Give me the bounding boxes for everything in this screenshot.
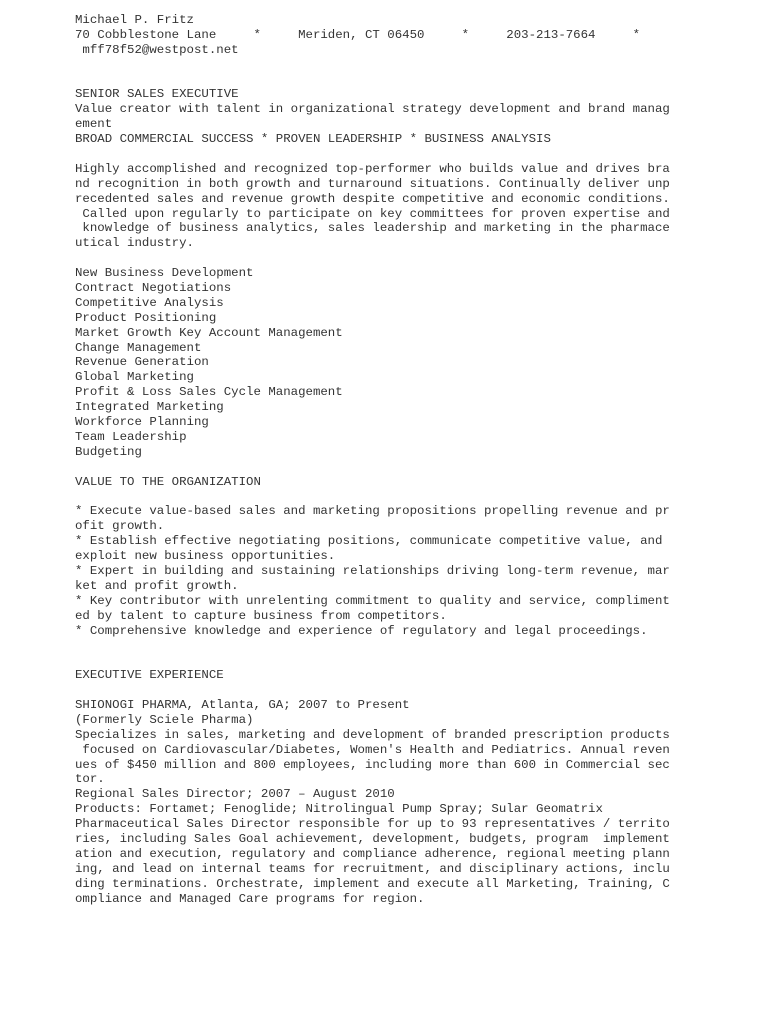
- document-line: [75, 58, 670, 73]
- document-line: * Comprehensive knowledge and experience of regulatory and legal proceedings.: [75, 623, 648, 638]
- document-line: SENIOR SALES EXECUTIVE: [75, 87, 239, 102]
- document-line: ries, including Sales Goal achievement, development, budgets, program implement: [75, 831, 670, 846]
- document-line: ues of $450 million and 800 employees, including more than 600 in Commercial sec: [75, 757, 670, 772]
- document-line: New Business Development: [75, 266, 254, 281]
- document-line: knowledge of business analytics, sales leadership and marketing in the pharmace: [75, 221, 670, 236]
- document-line: [75, 490, 670, 505]
- document-line: Pharmaceutical Sales Director responsible for up to 93 representatives / territo: [75, 817, 670, 832]
- document-line: * Key contributor with unrelenting commitment to quality and service, compliment: [75, 593, 670, 608]
- document-line: ompliance and Managed Care programs for region.: [75, 891, 425, 906]
- document-line: Michael P. Fritz: [75, 13, 194, 27]
- document-line: Budgeting: [75, 444, 142, 459]
- document-line: Contract Negotiations: [75, 281, 232, 296]
- resume-document: [75, 13, 670, 906]
- document-line: focused on Cardiovascular/Diabetes, Women's Health and Pediatrics. Annual reven: [75, 742, 670, 757]
- document-line: utical industry.: [75, 236, 194, 251]
- document-line: * Execute value-based sales and marketing propositions propelling revenue and pr: [75, 504, 670, 519]
- document-line: ofit growth.: [75, 519, 165, 534]
- document-line: ket and profit growth.: [75, 578, 239, 593]
- document-line: exploit new business opportunities.: [75, 549, 336, 564]
- document-line: (Formerly Sciele Pharma): [75, 712, 254, 727]
- document-line: Team Leadership: [75, 429, 187, 444]
- document-line: [75, 460, 670, 475]
- document-line: nd recognition in both growth and turnaround situations. Continually deliver unp: [75, 176, 670, 191]
- document-line: Revenue Generation: [75, 355, 209, 370]
- document-line: BROAD COMMERCIAL SUCCESS * PROVEN LEADERSHIP * BUSINESS ANALYSIS: [75, 132, 551, 147]
- document-line: Product Positioning: [75, 310, 217, 325]
- document-line: [75, 653, 670, 668]
- document-line: ement: [75, 117, 113, 132]
- document-line: * Establish effective negotiating positions, communicate competitive value, and: [75, 534, 663, 549]
- document-line: Regional Sales Director; 2007 – August 2010: [75, 787, 395, 802]
- document-line: [75, 73, 670, 88]
- document-line: SHIONOGI PHARMA, Atlanta, GA; 2007 to Present: [75, 697, 410, 712]
- document-line: * Expert in building and sustaining relationships driving long-term revenue, mar: [75, 563, 670, 578]
- document-line: Competitive Analysis: [75, 295, 224, 310]
- document-line: Highly accomplished and recognized top-performer who builds value and drives bra: [75, 161, 670, 176]
- document-line: Change Management: [75, 340, 202, 355]
- document-line: Profit & Loss Sales Cycle Management: [75, 385, 343, 400]
- document-line: Products: Fortamet; Fenoglide; Nitrolingual Pump Spray; Sular Geomatrix: [75, 802, 603, 817]
- document-line: mff78f52@westpost.net: [75, 42, 239, 57]
- document-line: ed by talent to capture business from competitors.: [75, 608, 447, 623]
- document-line: ation and execution, regulatory and compliance adherence, regional meeting plann: [75, 846, 670, 861]
- document-line: recedented sales and revenue growth despite competitive and economic conditions.: [75, 191, 670, 206]
- document-line: ding terminations. Orchestrate, implement and execute all Marketing, Training, C: [75, 876, 670, 891]
- document-line: ing, and lead on internal teams for recruitment, and disciplinary actions, inclu: [75, 861, 670, 876]
- document-line: [75, 147, 670, 162]
- document-line: Global Marketing: [75, 370, 194, 385]
- document-line: tor.: [75, 772, 105, 787]
- document-line: [75, 251, 670, 266]
- document-line: EXECUTIVE EXPERIENCE: [75, 668, 224, 683]
- document-line: Workforce Planning: [75, 415, 209, 430]
- document-line: Market Growth Key Account Management: [75, 325, 343, 340]
- document-line: VALUE TO THE ORGANIZATION: [75, 474, 261, 489]
- document-line: [75, 683, 670, 698]
- document-line: Value creator with talent in organizational strategy development and brand manag: [75, 102, 670, 117]
- document-line: 70 Cobblestone Lane * Meriden, CT 06450 * 203-213-7664 *: [75, 27, 641, 42]
- document-line: [75, 638, 670, 653]
- document-line: Specializes in sales, marketing and development of branded prescription products: [75, 727, 670, 742]
- document-line: Called upon regularly to participate on key committees for proven expertise and: [75, 206, 670, 221]
- document-line: Integrated Marketing: [75, 400, 224, 415]
